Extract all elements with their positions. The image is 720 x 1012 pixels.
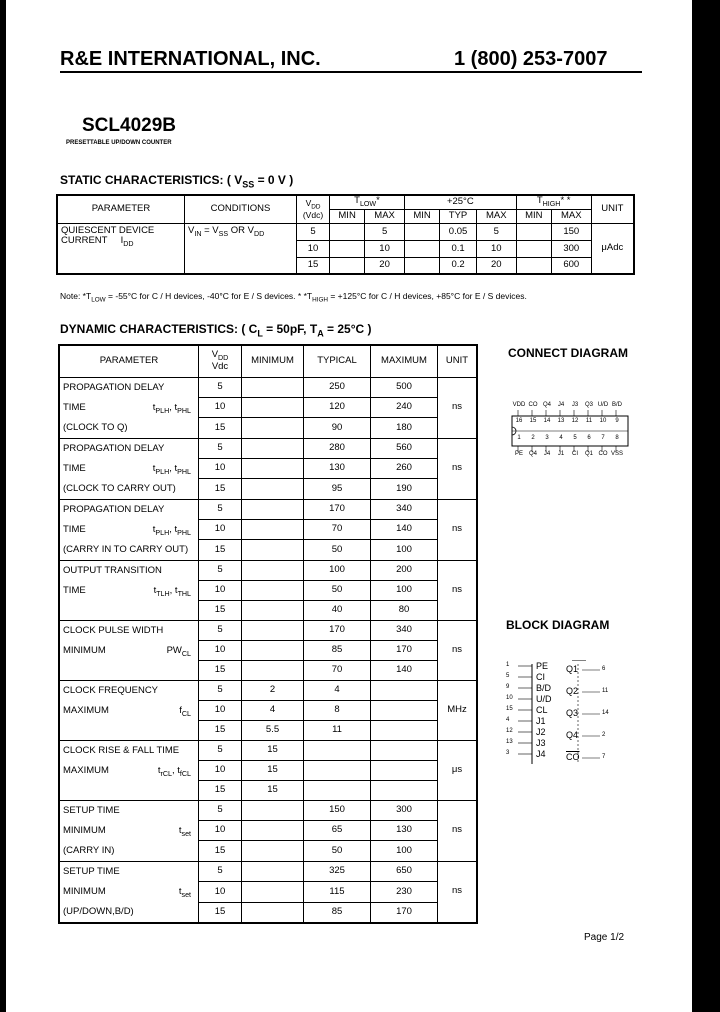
static-head-min: MIN: [516, 209, 551, 223]
dyn-head-typical: TYPICAL: [304, 345, 371, 377]
static-head-min: MIN: [330, 209, 365, 223]
static-unit: μAdc: [591, 223, 634, 274]
pin-number: 12: [571, 418, 579, 424]
dyn-param: PROPAGATION DELAY TIME $t_{PLH}$, $t_{PHL}$ (CLOCK TO Q): [59, 377, 199, 438]
static-head-tlow: $T_{LOW}*$: [330, 195, 405, 209]
block-input-pin: 3: [506, 750, 510, 756]
block-input-label: PE: [536, 661, 549, 671]
pin-number: 4: [559, 435, 563, 441]
table-row: 10 15: [59, 760, 477, 780]
table-row: 10 85 170: [59, 640, 477, 660]
table-row: 15 50 100: [59, 540, 477, 560]
block-output-pin: 11: [602, 688, 609, 694]
dyn-unit: ns: [438, 861, 478, 923]
pin-number: 10: [599, 418, 607, 424]
table-row: 15 50 100: [59, 841, 477, 861]
static-conditions: $V_{IN} = V_{SS}$ OR $V_{DD}$: [185, 223, 297, 274]
table-row: 10 120 240: [59, 397, 477, 417]
pin-label: Q4: [542, 402, 551, 408]
dyn-unit: ns: [438, 438, 478, 499]
block-input-pin: 10: [506, 695, 513, 701]
block-input-pin: 1: [506, 662, 510, 668]
connect-diagram-title: CONNECT DIAGRAM: [508, 346, 628, 360]
dyn-unit: μs: [438, 740, 478, 800]
part-subtitle: PRESETTABLE UP/DOWN COUNTER: [66, 140, 172, 146]
pin-label: Q4: [528, 451, 537, 457]
pin-label: J1: [557, 451, 565, 457]
pin-label: CO: [598, 451, 608, 457]
table-row: CLOCK PULSE WIDTH MINIMUM $PW_{CL}$ 5 170 340 ns: [59, 620, 477, 640]
pin-label: J4: [543, 451, 551, 457]
table-row: 10 70 140: [59, 519, 477, 539]
pin-number: 15: [529, 418, 537, 424]
table-row: 15 15: [59, 780, 477, 800]
dyn-unit: ns: [438, 377, 478, 438]
block-output-pin: 6: [602, 666, 606, 672]
company-name: R&E INTERNATIONAL, INC.: [60, 48, 321, 70]
static-head-max: MAX: [365, 209, 405, 223]
static-head-vdd: $V_{DD}$ (Vdc): [297, 195, 330, 223]
pin-label: U/D: [597, 402, 609, 408]
block-input-pin: 9: [506, 684, 510, 690]
dyn-unit: ns: [438, 560, 478, 620]
block-input-pin: 4: [506, 717, 510, 723]
dyn-unit: ns: [438, 800, 478, 861]
pin-label: PE: [514, 451, 523, 457]
block-input-label: B/D: [536, 683, 552, 693]
dyn-head-parameter: PARAMETER: [59, 345, 199, 377]
header-rule: [60, 71, 642, 73]
block-output-pin: 7: [602, 754, 606, 760]
table-row: 15 95 190: [59, 479, 477, 499]
dyn-unit: MHz: [438, 680, 478, 740]
block-output-pin: 2: [602, 732, 606, 738]
table-row: QUIESCENT DEVICE CURRENT $I_{DD}$ $V_{IN} = V_{SS}$ OR $V_{DD}$ 5 5 0.05 5 150 μAdc: [57, 223, 634, 240]
table-row: PROPAGATION DELAY TIME $t_{PLH}$, $t_{PHL}$ (CARRY IN TO CARRY OUT) 5 170 340 ns: [59, 499, 477, 519]
pin-number: 2: [531, 435, 535, 441]
dyn-unit: ns: [438, 499, 478, 560]
table-row: SETUP TIME MINIMUM $t_{set}$ (UP/DOWN,B/D) 5 325 650 ns: [59, 861, 477, 882]
block-diagram: [506, 660, 626, 770]
dyn-head-maximum: MAXIMUM: [371, 345, 438, 377]
table-row: CLOCK RISE & FALL TIME MAXIMUM $t_{rCL}$, $t_{fCL}$ 5 15 μs: [59, 740, 477, 760]
table-row: 10 130 260: [59, 458, 477, 478]
temperature-note: Note: $*T_{LOW} = -55^\circ C$ for C / H devices, -40°C for E / S devices. * $*T_{HIGH} = +125^\circ C$ for C / H devices, +85°C for E / S devices.: [60, 291, 527, 304]
pin-number: 11: [585, 418, 593, 424]
table-row: 15 5.5 11: [59, 720, 477, 740]
block-output-pin: 14: [602, 710, 609, 716]
pin-number: 8: [615, 435, 619, 441]
pin-number: 9: [615, 418, 619, 424]
table-row: PROPAGATION DELAY TIME $t_{PLH}$, $t_{PHL}$ (CLOCK TO Q) 5 250 500 ns: [59, 377, 477, 397]
table-row: CLOCK FREQUENCY MAXIMUM $f_{CL}$ 5 2 4 MHz: [59, 680, 477, 700]
static-head-unit: UNIT: [591, 195, 634, 223]
table-row: 15 70 140: [59, 660, 477, 680]
block-input-pin: 12: [506, 728, 513, 734]
dyn-head-vdd: $V_{DD}$ Vdc: [199, 345, 242, 377]
dyn-head-unit: UNIT: [438, 345, 478, 377]
dynamic-table: [58, 344, 478, 924]
static-head-thigh: $T_{HIGH}*$ *: [516, 195, 591, 209]
dyn-param: PROPAGATION DELAY TIME $t_{PLH}$, $t_{PHL}$ (CARRY IN TO CARRY OUT): [59, 499, 199, 560]
pin-number: 3: [545, 435, 549, 441]
static-head-25c: +25°C: [404, 195, 516, 209]
pin-label: Q3: [584, 402, 593, 408]
static-table: [56, 194, 635, 275]
static-title: STATIC CHARACTERISTICS: ( $V_{SS} = 0$ V ): [60, 173, 294, 190]
dynamic-title: DYNAMIC CHARACTERISTICS: ( $C_L = 50pF$, $T_A = 25^\circ C$ ): [60, 322, 372, 339]
static-head-max: MAX: [476, 209, 516, 223]
pin-label: J4: [557, 402, 565, 408]
datasheet-page: [6, 0, 692, 1012]
pin-label: Q1: [584, 451, 593, 457]
pin-label: J3: [571, 402, 579, 408]
pin-number: 6: [587, 435, 591, 441]
pin-label: VDD: [512, 402, 526, 408]
dyn-unit: ns: [438, 620, 478, 680]
table-row: 10 65 130: [59, 820, 477, 840]
block-input-label: CI: [536, 672, 545, 682]
pin-label: VSS: [610, 451, 623, 457]
table-row: 15 40 80: [59, 600, 477, 620]
block-input-label: U/D: [536, 694, 552, 704]
table-row: 10 4 8: [59, 700, 477, 720]
block-input-pin: 5: [506, 673, 510, 679]
table-row: 15 20 0.2 20 600: [57, 257, 634, 274]
static-head-max: MAX: [551, 209, 591, 223]
table-row: SETUP TIME MINIMUM $t_{set}$ (CARRY IN) 5 150 300 ns: [59, 800, 477, 820]
block-input-label: J3: [536, 738, 546, 748]
table-row: 15 90 180: [59, 418, 477, 438]
pin-number: 16: [515, 418, 523, 424]
block-input-pin: 15: [506, 706, 513, 712]
block-diagram-title: BLOCK DIAGRAM: [506, 618, 610, 632]
dyn-param: OUTPUT TRANSITION TIME $t_{TLH}$, $t_{THL}$: [59, 560, 199, 620]
block-output-label: $\overline{CO}$: [566, 752, 580, 762]
connect-diagram: [506, 400, 636, 460]
part-number: SCL4029B: [82, 115, 176, 136]
block-input-pin: 13: [506, 739, 513, 745]
pin-label: CO: [528, 402, 538, 408]
pin-number: 13: [557, 418, 565, 424]
pin-label: CI: [572, 451, 578, 457]
block-input-label: J2: [536, 727, 546, 737]
dyn-param: PROPAGATION DELAY TIME $t_{PLH}$, $t_{PHL}$ (CLOCK TO CARRY OUT): [59, 438, 199, 499]
block-output-label: Q1: [566, 664, 579, 674]
dyn-param: SETUP TIME MINIMUM $t_{set}$ (CARRY IN): [59, 800, 199, 861]
block-output-label: Q3: [566, 708, 579, 718]
static-head-conditions: CONDITIONS: [185, 195, 297, 223]
pin-label: B/D: [611, 402, 622, 408]
pin-number: 1: [517, 435, 521, 441]
static-head-typ: TYP: [440, 209, 477, 223]
block-output-label: Q4: [566, 730, 579, 740]
table-row: 10 10 0.1 10 300: [57, 240, 634, 257]
block-input-label: J1: [536, 716, 546, 726]
pin-number: 5: [573, 435, 577, 441]
dyn-head-minimum: MINIMUM: [242, 345, 304, 377]
static-param: QUIESCENT DEVICE CURRENT $I_{DD}$: [57, 223, 185, 274]
block-input-label: J4: [536, 749, 546, 759]
pin-number: 7: [601, 435, 605, 441]
dyn-param: CLOCK FREQUENCY MAXIMUM $f_{CL}$: [59, 680, 199, 740]
static-head-min: MIN: [404, 209, 439, 223]
dyn-param: CLOCK PULSE WIDTH MINIMUM $PW_{CL}$: [59, 620, 199, 680]
table-row: 15 85 170: [59, 902, 477, 923]
pin-number: 14: [543, 418, 551, 424]
phone-number: 1 (800) 253-7007: [454, 48, 608, 70]
page-number: Page 1/2: [584, 932, 625, 943]
block-output-label: Q2: [566, 686, 579, 696]
dyn-param: CLOCK RISE & FALL TIME MAXIMUM $t_{rCL}$, $t_{fCL}$: [59, 740, 199, 800]
table-row: PROPAGATION DELAY TIME $t_{PLH}$, $t_{PHL}$ (CLOCK TO CARRY OUT) 5 280 560 ns: [59, 438, 477, 458]
static-head-parameter: PARAMETER: [57, 195, 185, 223]
block-input-label: CL: [536, 705, 548, 715]
table-row: 10 115 230: [59, 882, 477, 903]
table-row: 10 50 100: [59, 580, 477, 600]
table-row: OUTPUT TRANSITION TIME $t_{TLH}$, $t_{THL}$ 5 100 200 ns: [59, 560, 477, 580]
dyn-param: SETUP TIME MINIMUM $t_{set}$ (UP/DOWN,B/D): [59, 861, 199, 923]
